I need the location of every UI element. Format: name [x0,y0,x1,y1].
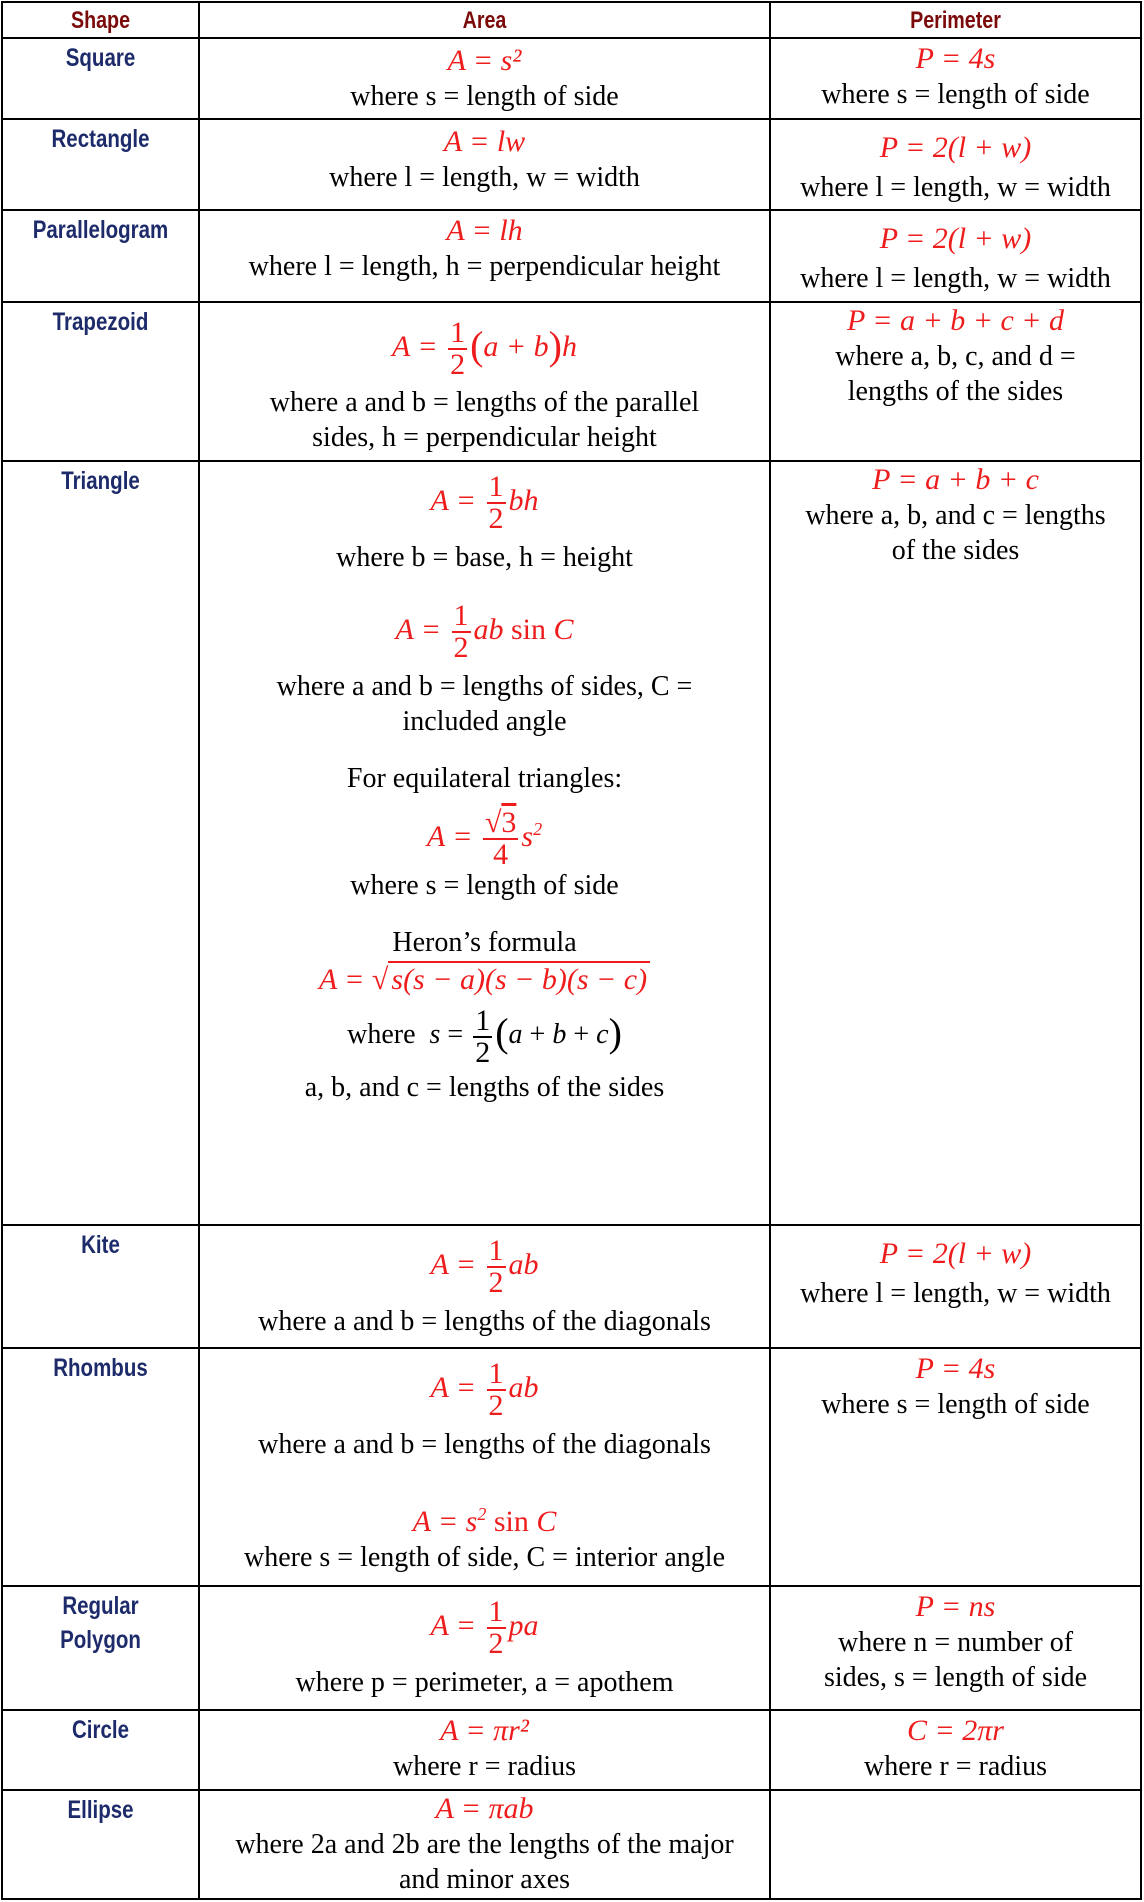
perimeter-description: where s = length of side [821,1389,1090,1420]
area-formula: A = s² [447,44,522,77]
header-row [1,1,1142,37]
area-description-1: where 2a and 2b are the lengths of the major [235,1829,734,1860]
shape-name-line-2: Polygon [60,1626,141,1654]
shape-name: Ellipse [67,1796,134,1824]
shape-name: Triangle [61,467,140,495]
area-description-1: where a and b = lengths of the parallel [269,387,700,418]
perimeter-formula: P = 2(l + w) [879,222,1032,255]
row-rectangle [1,118,1142,209]
perimeter-formula: P = 4s [915,1352,996,1385]
formula-table [1,1,1142,1900]
area-description-equilateral: where s = length of side [350,870,619,901]
shape-name: Kite [81,1231,120,1259]
area-description: where a and b = lengths of the diagonals [258,1306,711,1337]
area-description-diagonals: where a and b = lengths of the diagonals [258,1429,711,1460]
area-formula: A = πab [435,1792,534,1825]
shape-name: Rhombus [53,1354,148,1382]
header-perimeter: Perimeter [910,7,1001,34]
area-formula-sine: $A = s^2$ sin C [412,1504,557,1538]
heron-semiperimeter: where s = $\frac{1}{2}$ (a + b + c) [347,1003,622,1069]
area-formula-heron: A = √ s(s − a)(s − b)(s − c) [210,960,759,1000]
perimeter-description: where l = length, w = width [800,263,1111,294]
area-formula-equilateral: A = $\frac{√3}{4}$ $s^2$ [426,806,543,872]
shape-name: Rectangle [51,125,150,153]
row-trapezoid [1,301,1142,460]
area-formula: A = $\frac{1}{2}$ pa [430,1595,539,1661]
area-description: where r = radius [393,1751,576,1782]
area-formula-sine: A = $\frac{1}{2}$ ab sin C [395,599,574,665]
perimeter-description-1: where a, b, c, and d = [835,341,1076,372]
perimeter-formula: C = 2πr [907,1714,1004,1747]
equilateral-label: For equilateral triangles: [346,763,623,794]
row-ellipse [1,1789,1142,1900]
row-kite [1,1224,1142,1347]
shape-name: Square [65,44,136,72]
shape-name: Circle [72,1716,129,1744]
header-area: Area [462,7,507,34]
row-square [1,37,1142,118]
perimeter-formula: P = 2(l + w) [879,131,1032,164]
area-formula: A = πr² [440,1714,529,1747]
perimeter-description: where l = length, w = width [800,1278,1111,1309]
perimeter-description: where l = length, w = width [800,172,1111,203]
shape-name: Parallelogram [32,216,169,244]
area-description: where l = length, w = width [329,162,640,193]
perimeter-formula: P = ns [915,1590,996,1623]
area-description-sine: where s = length of side, C = interior angle [243,1542,726,1573]
area-description-2: and minor axes [398,1864,571,1895]
row-triangle [1,460,1142,1224]
perimeter-description-1: where a, b, and c = lengths [805,500,1106,531]
perimeter-formula: P = a + b + c + d [846,304,1065,337]
area-description-sine-2: included angle [402,706,567,737]
area-description-basic: where b = base, h = height [336,542,633,573]
perimeter-description: where s = length of side [821,79,1090,110]
area-formula-diagonals: A = $\frac{1}{2}$ ab [430,1357,539,1423]
area-description-2: sides, h = perpendicular height [312,422,657,453]
area-description: where p = perimeter, a = apothem [295,1667,674,1698]
shape-name: Trapezoid [52,308,149,336]
header-shape: Shape [70,7,131,34]
shape-name-line-1: Regular [62,1592,139,1620]
perimeter-description-2: of the sides [891,535,1020,566]
perimeter-description-2: lengths of the sides [847,376,1064,407]
area-description-sine-1: where a and b = lengths of sides, C = [276,671,693,702]
perimeter-empty-cell [769,1789,1142,1900]
heron-description: a, b, and c = lengths of the sides [304,1072,665,1103]
area-formula: A = lw [443,125,526,158]
shape-name [21,1587,181,1657]
area-formula-basic: A = $\frac{1}{2}$ bh [430,470,539,536]
area-description: where s = length of side [350,81,619,112]
row-circle [1,1709,1142,1789]
row-regular-polygon [1,1585,1142,1709]
perimeter-description: where r = radius [864,1751,1047,1782]
area-description: where l = length, h = perpendicular height [248,251,721,282]
perimeter-formula: P = 2(l + w) [879,1237,1032,1270]
perimeter-formula: P = a + b + c [872,463,1039,496]
heron-label: Heron’s formula [392,927,577,958]
perimeter-description-2: sides, s = length of side [823,1662,1088,1693]
row-parallelogram [1,209,1142,301]
area-formula: A = $\frac{1}{2}$ ab [430,1234,539,1300]
perimeter-description-1: where n = number of [837,1627,1074,1658]
row-rhombus [1,1347,1142,1585]
area-formula: A = $\frac{1}{2}$ (a + b)h [392,316,577,382]
perimeter-formula: P = 4s [915,42,996,75]
area-formula: A = lh [446,214,523,247]
